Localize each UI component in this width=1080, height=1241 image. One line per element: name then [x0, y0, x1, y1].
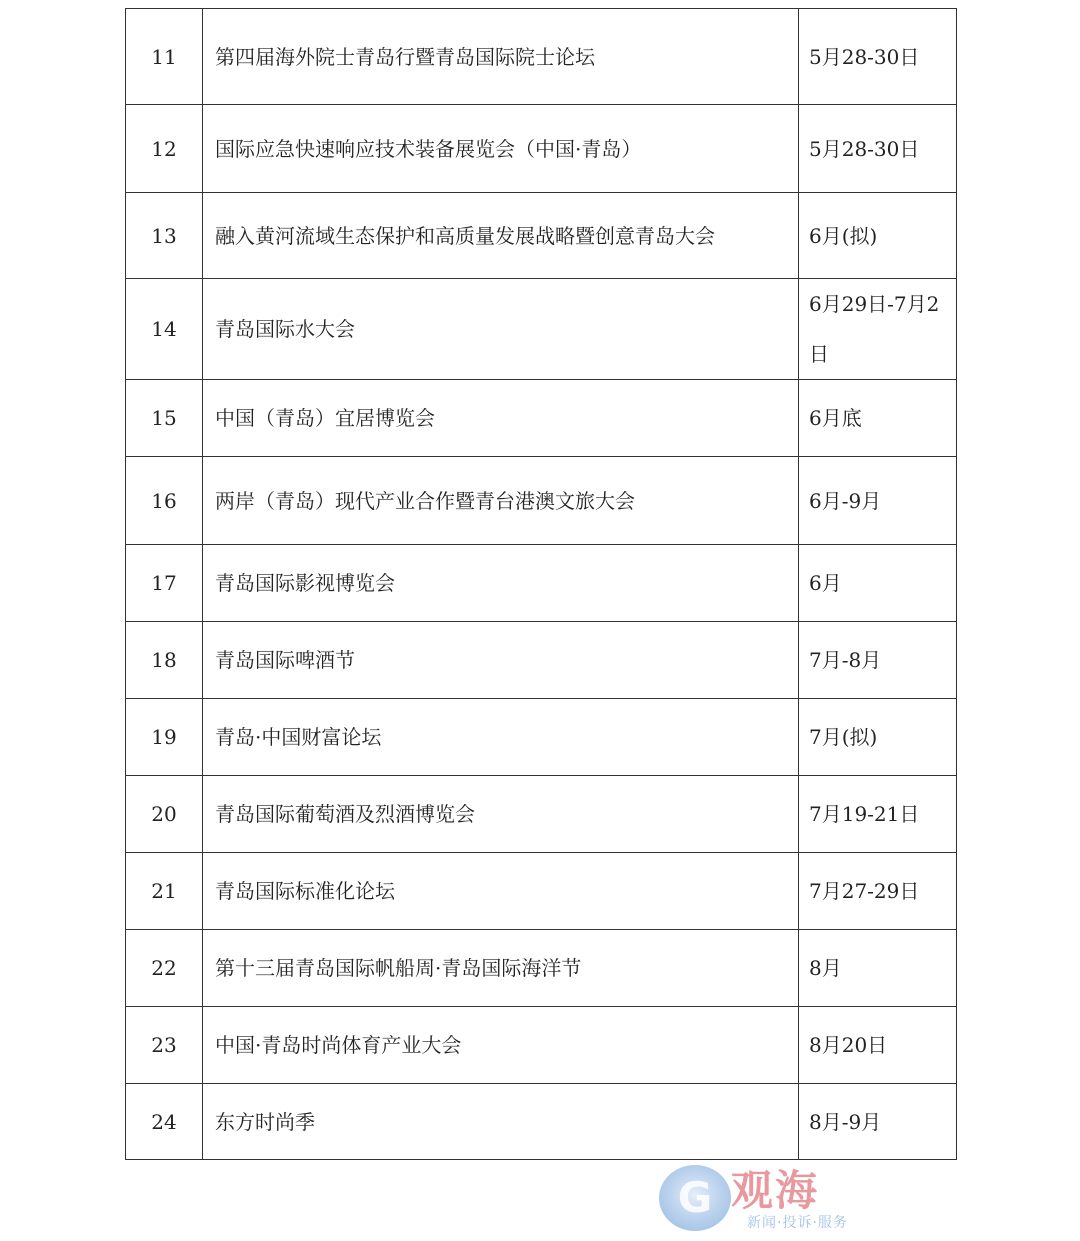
row-number: 14	[126, 279, 203, 380]
table-row	[126, 105, 957, 193]
row-number: 11	[126, 9, 203, 105]
table-row	[126, 380, 957, 457]
row-number: 15	[126, 380, 203, 457]
table-row	[126, 279, 957, 380]
event-name: 中国（青岛）宜居博览会	[203, 380, 799, 457]
event-name: 第四届海外院士青岛行暨青岛国际院士论坛	[203, 9, 799, 105]
event-date: 6月29日-7月2日	[799, 279, 957, 380]
table-row	[126, 853, 957, 930]
event-name: 中国·青岛时尚体育产业大会	[203, 1007, 799, 1084]
event-name: 青岛国际标准化论坛	[203, 853, 799, 930]
svg-text:G: G	[677, 1173, 713, 1222]
row-number: 16	[126, 457, 203, 545]
event-date: 7月-8月	[799, 622, 957, 699]
event-date: 8月20日	[799, 1007, 957, 1084]
guanhai-logo-icon	[655, 1160, 741, 1234]
event-date: 7月27-29日	[799, 853, 957, 930]
event-date: 6月-9月	[799, 457, 957, 545]
row-number: 23	[126, 1007, 203, 1084]
event-name: 青岛国际葡萄酒及烈酒博览会	[203, 776, 799, 853]
watermark-title: 观海	[731, 1166, 820, 1215]
event-name: 青岛国际啤酒节	[203, 622, 799, 699]
row-number: 20	[126, 776, 203, 853]
row-number: 19	[126, 699, 203, 776]
table-row	[126, 457, 957, 545]
event-date: 5月28-30日	[799, 9, 957, 105]
event-name: 国际应急快速响应技术装备展览会（中国·青岛）	[203, 105, 799, 193]
event-name: 两岸（青岛）现代产业合作暨青台港澳文旅大会	[203, 457, 799, 545]
event-name: 青岛国际水大会	[203, 279, 799, 380]
event-date: 7月(拟)	[799, 699, 957, 776]
event-date: 6月	[799, 545, 957, 622]
row-number: 12	[126, 105, 203, 193]
row-number: 18	[126, 622, 203, 699]
table-row	[126, 1084, 957, 1160]
event-date: 6月底	[799, 380, 957, 457]
event-date: 8月	[799, 930, 957, 1007]
table-row	[126, 1007, 957, 1084]
row-number: 17	[126, 545, 203, 622]
event-name: 青岛国际影视博览会	[203, 545, 799, 622]
event-name: 第十三届青岛国际帆船周·青岛国际海洋节	[203, 930, 799, 1007]
row-number: 22	[126, 930, 203, 1007]
table-row	[126, 9, 957, 105]
table-row	[126, 776, 957, 853]
row-number: 21	[126, 853, 203, 930]
event-date: 5月28-30日	[799, 105, 957, 193]
row-number: 24	[126, 1084, 203, 1160]
table-row	[126, 545, 957, 622]
table-row	[126, 699, 957, 776]
events-table	[125, 8, 957, 1160]
event-name: 融入黄河流域生态保护和高质量发展战略暨创意青岛大会	[203, 193, 799, 279]
table-row	[126, 622, 957, 699]
table-row	[126, 193, 957, 279]
event-name: 青岛·中国财富论坛	[203, 699, 799, 776]
table-row	[126, 930, 957, 1007]
event-name: 东方时尚季	[203, 1084, 799, 1160]
row-number: 13	[126, 193, 203, 279]
event-date: 6月(拟)	[799, 193, 957, 279]
guanhai-watermark	[655, 1152, 885, 1238]
watermark-subtitle: 新闻·投诉·服务	[747, 1215, 848, 1231]
event-date: 7月19-21日	[799, 776, 957, 853]
event-date: 8月-9月	[799, 1084, 957, 1160]
